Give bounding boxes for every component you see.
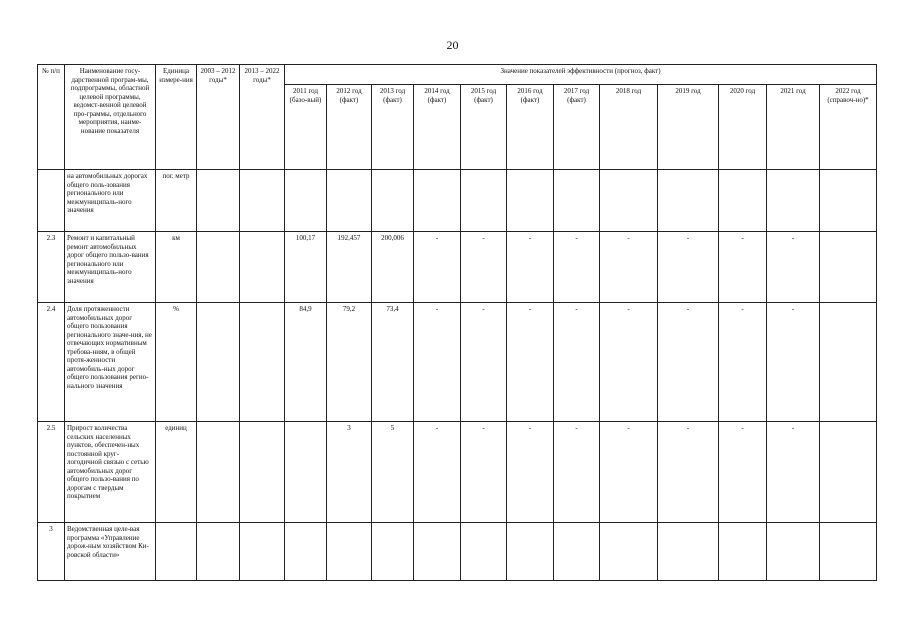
year-value-cell: -	[658, 232, 719, 303]
table-row	[38, 303, 877, 422]
row-number: 2.3	[38, 232, 65, 303]
year-value-cell	[554, 170, 600, 232]
year-value-cell: -	[719, 232, 767, 303]
header-year-5: 2016 год (факт)	[507, 85, 554, 170]
unit-of-measure: пог. метр	[156, 170, 197, 232]
row-number: 2.5	[38, 422, 65, 523]
year-value-cell: -	[461, 303, 507, 422]
year-value-cell	[327, 170, 372, 232]
header-name: Наименование госу-дарственной програм-мы, подпрограммы, областной целевой программы, ведомст-венной целевой про-граммы, отдельного мероприятия, наиме-нование показателя	[65, 65, 156, 170]
unit-of-measure: %	[156, 303, 197, 422]
header-values-group: Значение показателей эффективности (прогноз, факт)	[285, 65, 877, 85]
year-value-cell: -	[719, 422, 767, 523]
year-value-cell	[507, 523, 554, 581]
header-year-6: 2017 год (факт)	[554, 85, 600, 170]
header-year-2: 2013 год (факт)	[372, 85, 414, 170]
year-value-cell: -	[507, 303, 554, 422]
year-value-cell	[600, 170, 658, 232]
year-value-cell	[820, 303, 877, 422]
year-value-cell: 79,2	[327, 303, 372, 422]
year-value-cell	[372, 170, 414, 232]
year-value-cell	[820, 170, 877, 232]
year-value-cell: -	[600, 303, 658, 422]
period-2003-2012-value	[197, 422, 240, 523]
year-value-cell	[767, 523, 820, 581]
row-number	[38, 170, 65, 232]
year-value-cell	[414, 523, 461, 581]
table-row	[38, 422, 877, 523]
year-value-cell: 100,17	[285, 232, 327, 303]
year-value-cell: 73,4	[372, 303, 414, 422]
header-year-7: 2018 год	[600, 85, 658, 170]
year-value-cell	[414, 170, 461, 232]
year-value-cell	[767, 170, 820, 232]
year-value-cell	[285, 170, 327, 232]
header-year-11: 2022 год (справоч-но)*	[820, 85, 877, 170]
unit-of-measure: единиц	[156, 422, 197, 523]
year-value-cell: 192,457	[327, 232, 372, 303]
indicator-name: Доля протяженности автомобильных дорог общего пользования регионального значе-ния, не отвечающих нормативным требова-ниям, в общей протя-женности автомобиль-ных дорог общего пользования регио-нального значения	[65, 303, 156, 422]
year-value-cell: -	[507, 232, 554, 303]
year-value-cell	[285, 523, 327, 581]
year-value-cell: -	[554, 303, 600, 422]
period-2013-2022-value	[240, 523, 285, 581]
year-value-cell: -	[554, 422, 600, 523]
year-value-cell: -	[600, 232, 658, 303]
year-value-cell: -	[461, 232, 507, 303]
year-value-cell	[820, 232, 877, 303]
indicator-name: Ремонт и капитальный ремонт автомобильных дорог общего пользо-вания регионального или межмуниципаль-ного значения	[65, 232, 156, 303]
table-row	[38, 523, 877, 581]
year-value-cell	[507, 170, 554, 232]
period-2013-2022-value	[240, 303, 285, 422]
header-year-1: 2012 год (факт)	[327, 85, 372, 170]
year-value-cell: -	[767, 422, 820, 523]
year-value-cell	[554, 523, 600, 581]
header-year-4: 2015 год (факт)	[461, 85, 507, 170]
year-value-cell: -	[767, 232, 820, 303]
year-value-cell: 3	[327, 422, 372, 523]
year-value-cell: -	[461, 422, 507, 523]
header-period-2013-2022: 2013 – 2022 годы*	[240, 65, 285, 170]
unit-of-measure	[156, 523, 197, 581]
row-number: 2.4	[38, 303, 65, 422]
table-row	[38, 170, 877, 232]
period-2013-2022-value	[240, 170, 285, 232]
year-value-cell: 200,006	[372, 232, 414, 303]
year-value-cell: 5	[372, 422, 414, 523]
table-row	[38, 232, 877, 303]
year-value-cell: -	[414, 232, 461, 303]
year-value-cell: -	[767, 303, 820, 422]
header-unit: Единица измере-ния	[156, 65, 197, 170]
header-period-2003-2012: 2003 – 2012 годы*	[197, 65, 240, 170]
year-value-cell	[327, 523, 372, 581]
year-value-cell	[719, 170, 767, 232]
header-year-8: 2019 год	[658, 85, 719, 170]
year-value-cell: -	[414, 303, 461, 422]
year-value-cell	[658, 523, 719, 581]
year-value-cell: -	[600, 422, 658, 523]
period-2003-2012-value	[197, 170, 240, 232]
year-value-cell	[285, 422, 327, 523]
period-2003-2012-value	[197, 523, 240, 581]
row-number: 3	[38, 523, 65, 581]
year-value-cell	[461, 170, 507, 232]
year-value-cell: -	[658, 303, 719, 422]
page-number: 20	[446, 38, 459, 52]
performance-indicators-table	[37, 64, 877, 581]
year-value-cell: -	[658, 422, 719, 523]
year-value-cell: -	[414, 422, 461, 523]
unit-of-measure: км	[156, 232, 197, 303]
period-2013-2022-value	[240, 232, 285, 303]
year-value-cell	[820, 422, 877, 523]
year-value-cell: 84,9	[285, 303, 327, 422]
header-year-3: 2014 год (факт)	[414, 85, 461, 170]
year-value-cell	[461, 523, 507, 581]
year-value-cell: -	[554, 232, 600, 303]
header-year-0: 2011 год (базо-вый)	[285, 85, 327, 170]
indicator-name: Ведомственная целе-вая программа «Управление дорож-ным хозяйством Ки-ровской области»	[65, 523, 156, 581]
year-value-cell	[820, 523, 877, 581]
header-num: № п/п	[38, 65, 65, 170]
year-value-cell	[719, 523, 767, 581]
period-2013-2022-value	[240, 422, 285, 523]
year-value-cell: -	[719, 303, 767, 422]
year-value-cell	[658, 170, 719, 232]
indicator-name: Прирост количества сельских населенных пунктов, обеспечен-ных постоянной круг-логодичной связью с сетью автомобильных дорог общего пользо-вания по дорогам с твердым покрытием	[65, 422, 156, 523]
header-year-10: 2021 год	[767, 85, 820, 170]
indicator-name: на автомобильных дорогах общего поль-зования регионального или межмуниципаль-ного значения	[65, 170, 156, 232]
period-2003-2012-value	[197, 303, 240, 422]
year-value-cell	[372, 523, 414, 581]
period-2003-2012-value	[197, 232, 240, 303]
year-value-cell	[600, 523, 658, 581]
header-year-9: 2020 год	[719, 85, 767, 170]
year-value-cell: -	[507, 422, 554, 523]
